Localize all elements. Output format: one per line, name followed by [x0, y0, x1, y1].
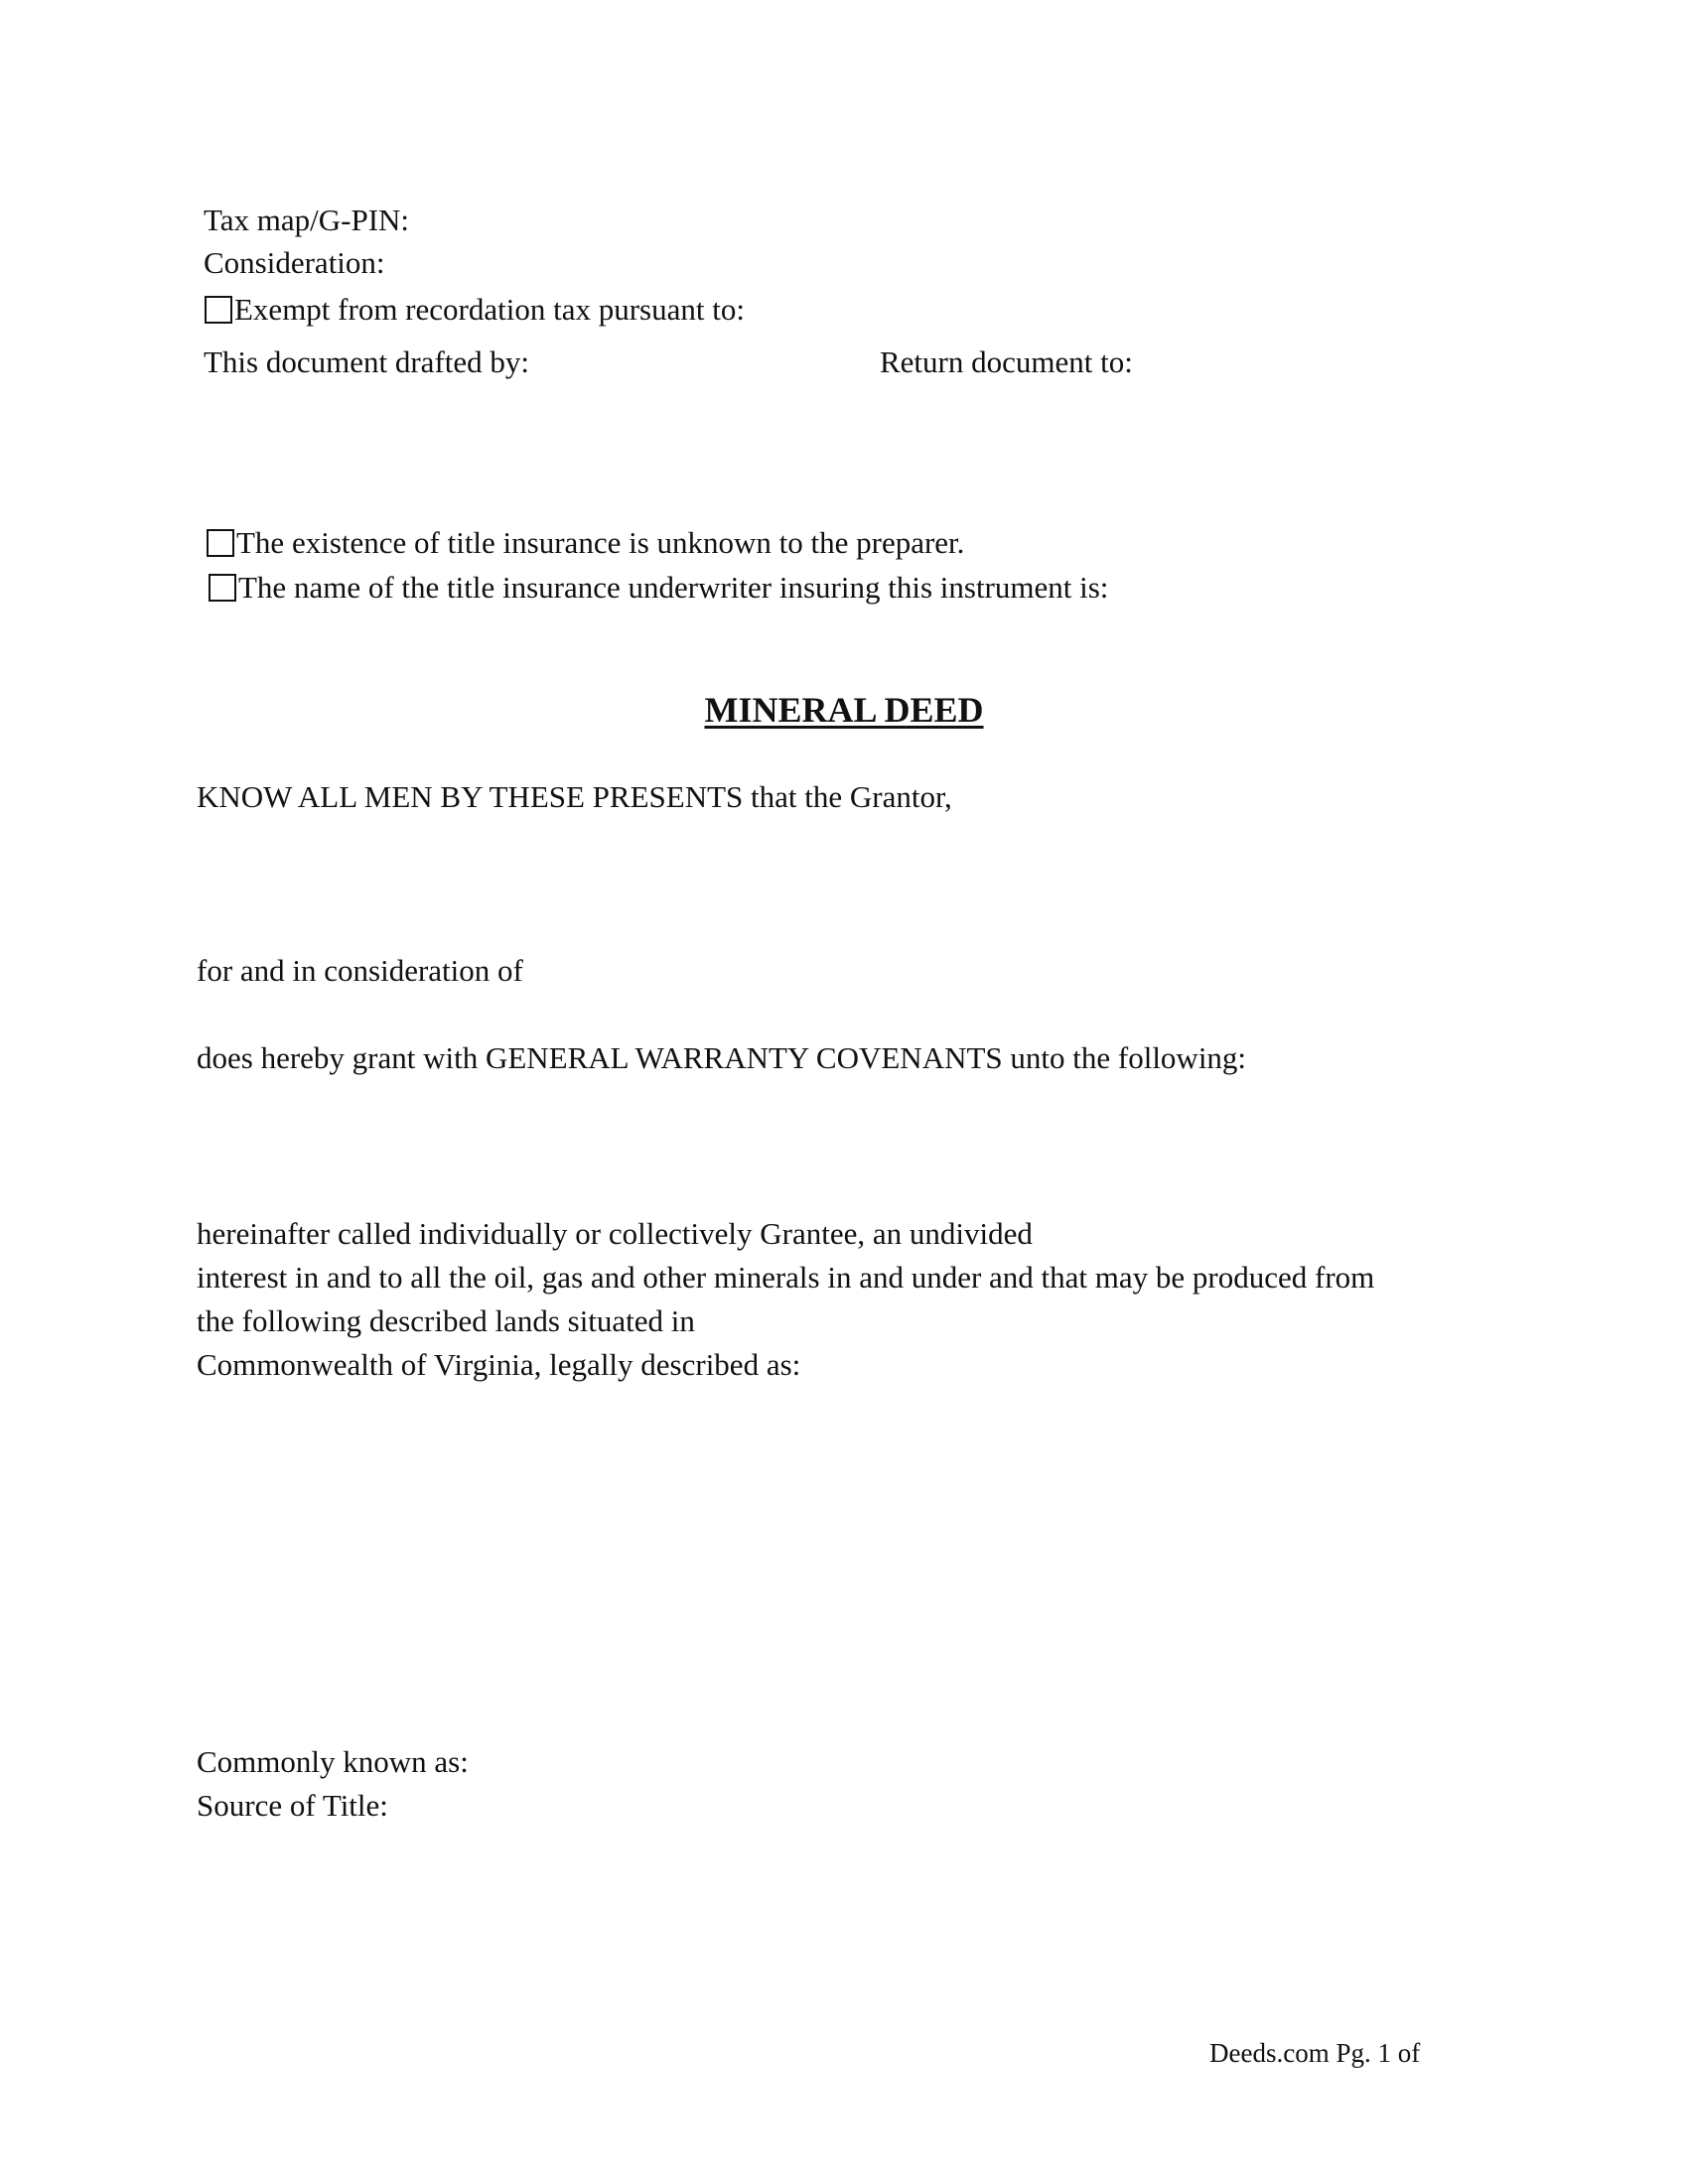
title-insurance-underwriter-checkbox[interactable]	[209, 574, 236, 602]
grantee-line-1: hereinafter called individually or collectively Grantee, an undivided	[197, 1216, 1033, 1251]
title-insurance-unknown-checkbox[interactable]	[207, 529, 234, 557]
grantee-line-2: interest in and to all the oil, gas and other minerals in and under and that may be produced from	[197, 1260, 1375, 1295]
source-of-title-label: Source of Title:	[197, 1788, 388, 1823]
exempt-row	[205, 294, 745, 325]
title-insurance-underwriter-label: The name of the title insurance underwriter insuring this instrument is:	[238, 570, 1109, 605]
document-title: MINERAL DEED	[704, 690, 984, 730]
exempt-label: Exempt from recordation tax pursuant to:	[234, 292, 745, 327]
grantee-line-4: Commonwealth of Virginia, legally described as:	[197, 1347, 801, 1382]
page-footer: Deeds.com Pg. 1 of	[1209, 2038, 1421, 2068]
title-insurance-underwriter-row	[209, 572, 1108, 603]
title-insurance-unknown-row	[207, 527, 964, 558]
commonly-known-label: Commonly known as:	[197, 1744, 469, 1779]
grantor-intro: KNOW ALL MEN BY THESE PRESENTS that the Grantor,	[197, 779, 952, 814]
consideration-of: for and in consideration of	[197, 953, 523, 988]
return-to-label: Return document to:	[880, 344, 1133, 379]
tax-map-label: Tax map/G-PIN:	[204, 203, 410, 237]
drafted-by-label: This document drafted by:	[204, 344, 529, 379]
exempt-checkbox[interactable]	[205, 296, 232, 324]
grant-clause: does hereby grant with GENERAL WARRANTY COVENANTS unto the following:	[197, 1040, 1247, 1075]
consideration-label: Consideration:	[204, 245, 385, 280]
title-insurance-unknown-label: The existence of title insurance is unknown to the preparer.	[236, 525, 965, 560]
grantee-line-3: the following described lands situated in	[197, 1303, 695, 1338]
